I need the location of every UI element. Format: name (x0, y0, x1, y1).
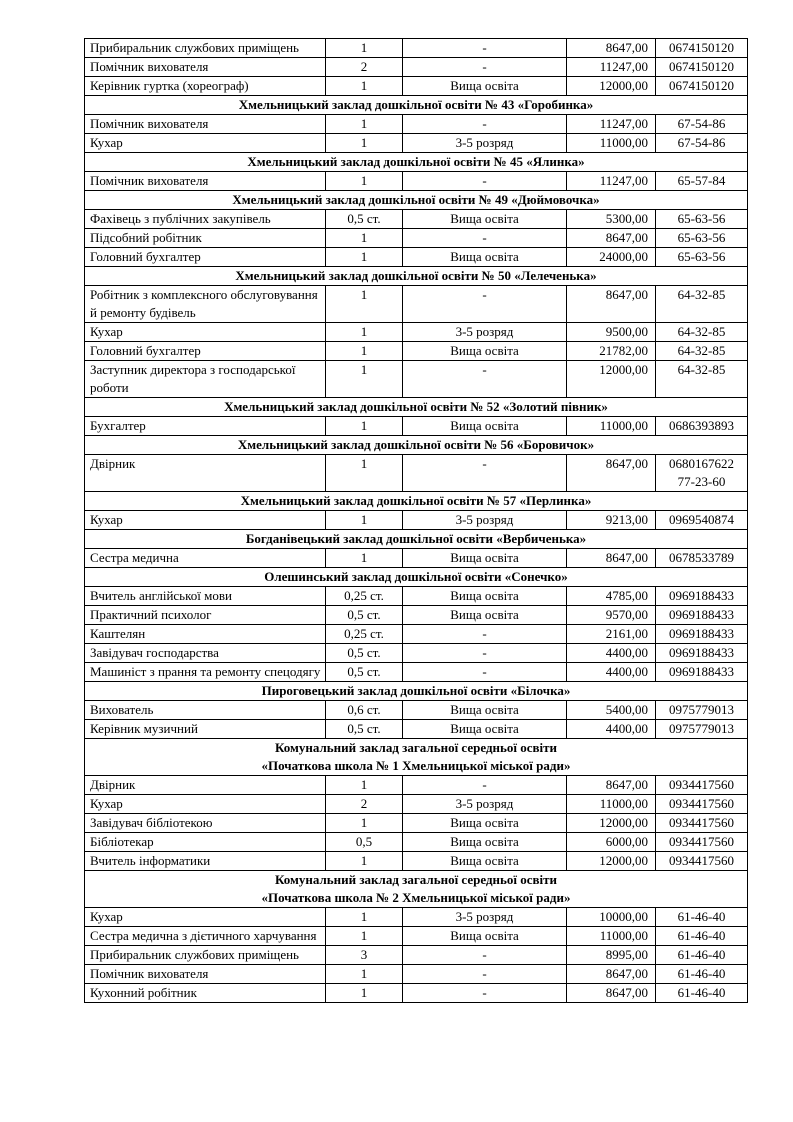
requirement-cell: - (403, 229, 567, 248)
salary-cell: 5400,00 (567, 701, 656, 720)
vacancy-row (85, 549, 748, 568)
count-cell: 0,5 ст. (326, 644, 403, 663)
position-cell: Кухар (85, 323, 326, 342)
count-cell: 0,25 ст. (326, 625, 403, 644)
position-cell: Керівник музичний (85, 720, 326, 739)
phone-cell (656, 606, 748, 625)
salary-cell: 8995,00 (567, 946, 656, 965)
count-cell: 1 (326, 927, 403, 946)
count-cell: 1 (326, 776, 403, 795)
phone-cell (656, 984, 748, 1003)
vacancy-row (85, 720, 748, 739)
position-cell: Вчитель інформатики (85, 852, 326, 871)
position-cell: Помічник вихователя (85, 115, 326, 134)
phone-cell (656, 927, 748, 946)
section-header-row (85, 682, 748, 701)
phone-cell (656, 58, 748, 77)
phone-number: 0680167622 (669, 456, 734, 471)
position-cell: Кухар (85, 134, 326, 153)
position-cell: Кухар (85, 511, 326, 530)
phone-number: 0969188433 (669, 626, 734, 641)
position-cell: Сестра медична з дієтичного харчування (85, 927, 326, 946)
phone-cell (656, 417, 748, 436)
phone-number: 61-46-40 (677, 985, 726, 1000)
count-cell: 1 (326, 134, 403, 153)
position-cell: Головний бухгалтер (85, 342, 326, 361)
vacancy-row (85, 77, 748, 96)
section-title-line: «Початкова школа № 2 Хмельницької міської ради» (261, 890, 571, 905)
vacancy-row (85, 984, 748, 1003)
vacancy-row (85, 39, 748, 58)
phone-number: 0678533789 (669, 550, 734, 565)
phone-cell (656, 361, 748, 398)
salary-cell: 4785,00 (567, 587, 656, 606)
requirement-cell: - (403, 663, 567, 682)
section-title (85, 96, 748, 115)
phone-cell (656, 210, 748, 229)
phone-cell (656, 814, 748, 833)
phone-cell (656, 323, 748, 342)
phone-number: 67-54-86 (677, 135, 726, 150)
vacancy-row (85, 115, 748, 134)
phone-number: 0969188433 (669, 645, 734, 660)
salary-cell: 11000,00 (567, 417, 656, 436)
vacancy-row (85, 455, 748, 492)
section-title-line: Хмельницький заклад дошкільної освіти № 49 «Дюймовочка» (232, 192, 600, 207)
section-title-line: Хмельницький заклад дошкільної освіти № 50 «Лелеченька» (235, 268, 597, 283)
position-cell: Двірник (85, 776, 326, 795)
position-cell: Кухар (85, 795, 326, 814)
section-title (85, 568, 748, 587)
salary-cell: 4400,00 (567, 644, 656, 663)
vacancy-row (85, 946, 748, 965)
phone-number: 67-54-86 (677, 116, 726, 131)
vacancy-row (85, 663, 748, 682)
count-cell: 1 (326, 361, 403, 398)
section-title (85, 436, 748, 455)
section-title-line: Хмельницький заклад дошкільної освіти № 56 «Боровичок» (237, 437, 595, 452)
phone-number: 0969188433 (669, 588, 734, 603)
count-cell: 1 (326, 852, 403, 871)
count-cell: 1 (326, 323, 403, 342)
vacancies-table (84, 38, 748, 1003)
count-cell: 0,5 (326, 833, 403, 852)
position-cell: Двірник (85, 455, 326, 492)
requirement-cell: - (403, 625, 567, 644)
requirement-cell: Вища освіта (403, 549, 567, 568)
phone-number: 64-32-85 (677, 287, 726, 302)
count-cell: 0,5 ст. (326, 606, 403, 625)
requirement-cell: 3-5 розряд (403, 134, 567, 153)
salary-cell: 12000,00 (567, 361, 656, 398)
salary-cell: 9213,00 (567, 511, 656, 530)
position-cell: Бібліотекар (85, 833, 326, 852)
vacancy-row (85, 229, 748, 248)
count-cell: 1 (326, 229, 403, 248)
phone-cell (656, 229, 748, 248)
salary-cell: 5300,00 (567, 210, 656, 229)
section-title (85, 267, 748, 286)
phone-cell (656, 115, 748, 134)
vacancies-table-body (85, 39, 748, 1003)
phone-cell (656, 795, 748, 814)
vacancy-row (85, 361, 748, 398)
phone-cell (656, 965, 748, 984)
phone-cell (656, 701, 748, 720)
phone-cell (656, 852, 748, 871)
phone-number: 77-23-60 (677, 474, 726, 489)
vacancy-row (85, 248, 748, 267)
count-cell: 1 (326, 115, 403, 134)
requirement-cell: 3-5 розряд (403, 795, 567, 814)
phone-cell (656, 286, 748, 323)
vacancy-row (85, 908, 748, 927)
position-cell: Завідувач бібліотекою (85, 814, 326, 833)
salary-cell: 12000,00 (567, 852, 656, 871)
requirement-cell: - (403, 115, 567, 134)
requirement-cell: 3-5 розряд (403, 511, 567, 530)
section-title-line: Хмельницький заклад дошкільної освіти № 45 «Ялинка» (247, 154, 585, 169)
vacancy-row (85, 927, 748, 946)
vacancy-row (85, 606, 748, 625)
position-cell: Практичний психолог (85, 606, 326, 625)
requirement-cell: - (403, 984, 567, 1003)
position-cell: Головний бухгалтер (85, 248, 326, 267)
salary-cell: 8647,00 (567, 776, 656, 795)
vacancy-row (85, 134, 748, 153)
salary-cell: 2161,00 (567, 625, 656, 644)
salary-cell: 8647,00 (567, 549, 656, 568)
section-header-row (85, 153, 748, 172)
vacancy-row (85, 625, 748, 644)
phone-number: 0934417560 (669, 777, 734, 792)
requirement-cell: 3-5 розряд (403, 908, 567, 927)
phone-number: 61-46-40 (677, 909, 726, 924)
requirement-cell: - (403, 39, 567, 58)
vacancy-row (85, 776, 748, 795)
position-cell: Помічник вихователя (85, 172, 326, 191)
requirement-cell: Вища освіта (403, 77, 567, 96)
phone-cell (656, 248, 748, 267)
position-cell: Кухар (85, 908, 326, 927)
section-header-row (85, 568, 748, 587)
requirement-cell: Вища освіта (403, 417, 567, 436)
phone-cell (656, 644, 748, 663)
requirement-cell: Вища освіта (403, 701, 567, 720)
requirement-cell: - (403, 776, 567, 795)
section-title (85, 492, 748, 511)
requirement-cell: - (403, 286, 567, 323)
salary-cell: 8647,00 (567, 984, 656, 1003)
salary-cell: 9500,00 (567, 323, 656, 342)
section-title (85, 682, 748, 701)
requirement-cell: Вища освіта (403, 833, 567, 852)
position-cell: Машиніст з прання та ремонту спецодягу (85, 663, 326, 682)
phone-number: 65-63-56 (677, 211, 726, 226)
salary-cell: 11247,00 (567, 115, 656, 134)
section-title-line: Богданівецький заклад дошкільної освіти «Вербиченька» (245, 531, 587, 546)
position-cell: Вихователь (85, 701, 326, 720)
position-cell: Прибиральник службових приміщень (85, 946, 326, 965)
requirement-cell: Вища освіта (403, 248, 567, 267)
salary-cell: 11247,00 (567, 58, 656, 77)
position-cell: Каштелян (85, 625, 326, 644)
requirement-cell: Вища освіта (403, 814, 567, 833)
salary-cell: 11000,00 (567, 927, 656, 946)
section-title-line: Хмельницький заклад дошкільної освіти № 43 «Горобинка» (238, 97, 594, 112)
phone-number: 0934417560 (669, 796, 734, 811)
phone-cell (656, 946, 748, 965)
salary-cell: 8647,00 (567, 229, 656, 248)
count-cell: 2 (326, 795, 403, 814)
section-title (85, 530, 748, 549)
count-cell: 1 (326, 77, 403, 96)
phone-cell (656, 39, 748, 58)
requirement-cell: Вища освіта (403, 587, 567, 606)
phone-number: 0674150120 (669, 59, 734, 74)
phone-number: 0969540874 (669, 512, 734, 527)
vacancy-row (85, 795, 748, 814)
salary-cell: 11000,00 (567, 795, 656, 814)
salary-cell: 12000,00 (567, 77, 656, 96)
phone-number: 0969188433 (669, 664, 734, 679)
salary-cell: 24000,00 (567, 248, 656, 267)
position-cell: Кухонний робітник (85, 984, 326, 1003)
phone-cell (656, 776, 748, 795)
count-cell: 1 (326, 965, 403, 984)
vacancy-row (85, 511, 748, 530)
phone-cell (656, 720, 748, 739)
count-cell: 2 (326, 58, 403, 77)
section-title-line: «Початкова школа № 1 Хмельницької міської ради» (261, 758, 571, 773)
section-title-line: Комунальний заклад загальної середньої освіти (274, 740, 558, 755)
phone-number: 64-32-85 (677, 343, 726, 358)
count-cell: 0,5 ст. (326, 210, 403, 229)
salary-cell: 8647,00 (567, 39, 656, 58)
salary-cell: 8647,00 (567, 455, 656, 492)
section-title-line: Хмельницький заклад дошкільної освіти № 52 «Золотий півник» (224, 399, 608, 414)
requirement-cell: - (403, 965, 567, 984)
phone-number: 0975779013 (669, 721, 734, 736)
vacancy-row (85, 587, 748, 606)
phone-cell (656, 625, 748, 644)
section-title (85, 398, 748, 417)
requirement-cell: - (403, 946, 567, 965)
salary-cell: 21782,00 (567, 342, 656, 361)
requirement-cell: Вища освіта (403, 342, 567, 361)
phone-number: 65-63-56 (677, 230, 726, 245)
requirement-cell: - (403, 172, 567, 191)
count-cell: 1 (326, 39, 403, 58)
phone-cell (656, 663, 748, 682)
phone-cell (656, 587, 748, 606)
vacancy-row (85, 833, 748, 852)
phone-number: 64-32-85 (677, 362, 726, 377)
phone-cell (656, 549, 748, 568)
phone-number: 0674150120 (669, 78, 734, 93)
position-cell: Робітник з комплексного обслуговування й ремонту будівель (85, 286, 326, 323)
position-cell: Завідувач господарства (85, 644, 326, 663)
count-cell: 1 (326, 814, 403, 833)
phone-cell (656, 342, 748, 361)
phone-number: 65-63-56 (677, 249, 726, 264)
vacancy-row (85, 58, 748, 77)
salary-cell: 4400,00 (567, 663, 656, 682)
salary-cell: 11000,00 (567, 134, 656, 153)
phone-number: 61-46-40 (677, 947, 726, 962)
position-cell: Сестра медична (85, 549, 326, 568)
phone-number: 61-46-40 (677, 928, 726, 943)
vacancy-row (85, 342, 748, 361)
requirement-cell: Вища освіта (403, 852, 567, 871)
requirement-cell: 3-5 розряд (403, 323, 567, 342)
position-cell: Підсобний робітник (85, 229, 326, 248)
vacancy-row (85, 852, 748, 871)
section-header-row (85, 267, 748, 286)
requirement-cell: Вища освіта (403, 720, 567, 739)
position-cell: Бухгалтер (85, 417, 326, 436)
phone-cell (656, 134, 748, 153)
section-header-row (85, 96, 748, 115)
phone-number: 0969188433 (669, 607, 734, 622)
salary-cell: 12000,00 (567, 814, 656, 833)
vacancy-row (85, 965, 748, 984)
section-title (85, 739, 748, 776)
count-cell: 1 (326, 417, 403, 436)
phone-number: 0934417560 (669, 834, 734, 849)
count-cell: 1 (326, 172, 403, 191)
position-cell: Заступник директора з господарської роботи (85, 361, 326, 398)
requirement-cell: - (403, 455, 567, 492)
requirement-cell: Вища освіта (403, 606, 567, 625)
section-header-row (85, 398, 748, 417)
section-header-row (85, 739, 748, 776)
position-cell: Помічник вихователя (85, 58, 326, 77)
phone-number: 0934417560 (669, 853, 734, 868)
phone-number: 0934417560 (669, 815, 734, 830)
vacancy-row (85, 286, 748, 323)
section-title (85, 153, 748, 172)
position-cell: Помічник вихователя (85, 965, 326, 984)
salary-cell: 8647,00 (567, 286, 656, 323)
phone-cell (656, 455, 748, 492)
count-cell: 3 (326, 946, 403, 965)
phone-cell (656, 511, 748, 530)
phone-number: 61-46-40 (677, 966, 726, 981)
phone-cell (656, 77, 748, 96)
requirement-cell: - (403, 361, 567, 398)
phone-number: 0975779013 (669, 702, 734, 717)
count-cell: 1 (326, 248, 403, 267)
section-title-line: Хмельницький заклад дошкільної освіти № 57 «Перлинка» (240, 493, 592, 508)
section-title (85, 191, 748, 210)
count-cell: 1 (326, 908, 403, 927)
phone-number: 0674150120 (669, 40, 734, 55)
vacancy-row (85, 701, 748, 720)
salary-cell: 4400,00 (567, 720, 656, 739)
count-cell: 1 (326, 549, 403, 568)
phone-number: 65-57-84 (677, 173, 726, 188)
vacancy-row (85, 644, 748, 663)
salary-cell: 8647,00 (567, 965, 656, 984)
count-cell: 1 (326, 511, 403, 530)
requirement-cell: Вища освіта (403, 210, 567, 229)
section-title-line: Комунальний заклад загальної середньої освіти (274, 872, 558, 887)
count-cell: 1 (326, 455, 403, 492)
phone-cell (656, 908, 748, 927)
position-cell: Фахівець з публічних закупівель (85, 210, 326, 229)
section-header-row (85, 191, 748, 210)
vacancy-row (85, 814, 748, 833)
phone-number: 64-32-85 (677, 324, 726, 339)
position-cell: Вчитель англійської мови (85, 587, 326, 606)
count-cell: 0,5 ст. (326, 720, 403, 739)
section-title-line: Пироговецький заклад дошкільної освіти «Білочка» (261, 683, 571, 698)
requirement-cell: - (403, 644, 567, 663)
vacancy-row (85, 172, 748, 191)
requirement-cell: Вища освіта (403, 927, 567, 946)
section-title-line: Олешинський заклад дошкільної освіти «Сонечко» (264, 569, 568, 584)
count-cell: 1 (326, 286, 403, 323)
phone-cell (656, 833, 748, 852)
section-header-row (85, 530, 748, 549)
position-cell: Керівник гуртка (хореограф) (85, 77, 326, 96)
count-cell: 1 (326, 984, 403, 1003)
section-header-row (85, 492, 748, 511)
salary-cell: 9570,00 (567, 606, 656, 625)
phone-number: 0686393893 (669, 418, 734, 433)
salary-cell: 6000,00 (567, 833, 656, 852)
count-cell: 1 (326, 342, 403, 361)
phone-cell (656, 172, 748, 191)
section-title (85, 871, 748, 908)
count-cell: 0,5 ст. (326, 663, 403, 682)
vacancy-row (85, 210, 748, 229)
position-cell: Прибиральник службових приміщень (85, 39, 326, 58)
requirement-cell: - (403, 58, 567, 77)
count-cell: 0,6 ст. (326, 701, 403, 720)
salary-cell: 10000,00 (567, 908, 656, 927)
section-header-row (85, 871, 748, 908)
count-cell: 0,25 ст. (326, 587, 403, 606)
section-header-row (85, 436, 748, 455)
vacancy-row (85, 417, 748, 436)
vacancy-row (85, 323, 748, 342)
salary-cell: 11247,00 (567, 172, 656, 191)
